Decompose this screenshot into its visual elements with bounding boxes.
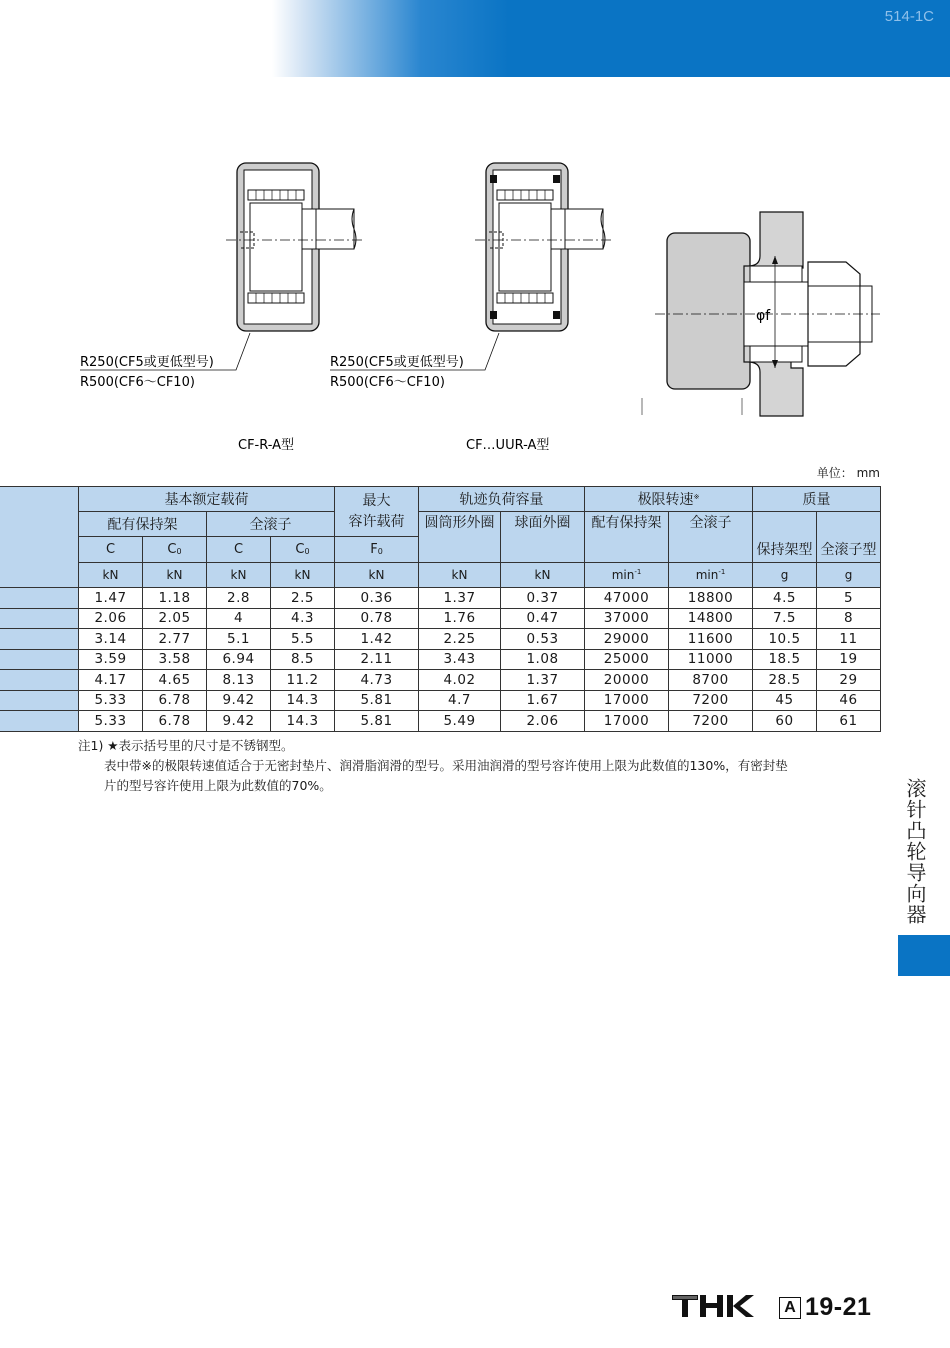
unit-label: 单位： mm bbox=[816, 466, 880, 480]
table-cell: 28.5 bbox=[753, 670, 817, 691]
phi-f-label: φf bbox=[756, 308, 771, 324]
basic-load-header: 基本额定载荷 bbox=[79, 487, 335, 512]
cylindrical-header: 圆筒形外圈 bbox=[419, 512, 501, 563]
table-cell: 8 bbox=[817, 608, 881, 629]
table-cell: 4.02 bbox=[419, 670, 501, 691]
table-cell: 11000 bbox=[669, 649, 753, 670]
table-cell: 37000 bbox=[585, 608, 669, 629]
model-cell bbox=[0, 608, 79, 629]
table-cell: 7200 bbox=[669, 690, 753, 711]
table-row bbox=[0, 629, 881, 650]
table-cell: 9.42 bbox=[207, 690, 271, 711]
table-cell: 4.17 bbox=[79, 670, 143, 691]
table-cell: 1.37 bbox=[501, 670, 585, 691]
table-cell: 4.5 bbox=[753, 588, 817, 609]
c0-1-base: C bbox=[167, 542, 177, 557]
model-cell bbox=[0, 649, 79, 670]
speed-with-cage-header: 配有保持架 bbox=[585, 512, 669, 563]
fig2-caption: CF…UUR-A型 bbox=[466, 438, 550, 453]
table-cell: 29000 bbox=[585, 629, 669, 650]
table-cell: 1.47 bbox=[79, 588, 143, 609]
fig2-callout-line1: R250(CF5或更低型号) bbox=[330, 355, 464, 370]
page-reference bbox=[779, 1293, 871, 1322]
table-cell: 2.8 bbox=[207, 588, 271, 609]
table-row bbox=[0, 670, 881, 691]
table-cell: 5.33 bbox=[79, 690, 143, 711]
c0-2-sub: 0 bbox=[304, 547, 310, 556]
table-cell: 1.67 bbox=[501, 690, 585, 711]
table-cell: 6.78 bbox=[143, 711, 207, 732]
max-allow-line1: 最大 bbox=[362, 492, 391, 509]
table-row bbox=[0, 608, 881, 629]
table-cell: 2.11 bbox=[335, 649, 419, 670]
table-cell: 0.53 bbox=[501, 629, 585, 650]
with-cage-header: 配有保持架 bbox=[79, 512, 207, 537]
table-cell: 5.5 bbox=[271, 629, 335, 650]
table-row bbox=[0, 690, 881, 711]
section-tab-marker bbox=[898, 935, 950, 976]
table-cell: 1.37 bbox=[419, 588, 501, 609]
table-cell: 2.05 bbox=[143, 608, 207, 629]
unit-c0-1: kN bbox=[143, 563, 207, 588]
table-cell: 3.14 bbox=[79, 629, 143, 650]
table-cell: 9.42 bbox=[207, 711, 271, 732]
limit-speed-mark: ※ bbox=[693, 493, 700, 501]
unit-sp2-base: min bbox=[695, 568, 719, 582]
cf-r-a-drawing bbox=[80, 163, 362, 370]
fig1-callout-line1: R250(CF5或更低型号) bbox=[80, 355, 214, 370]
table-cell: 61 bbox=[817, 711, 881, 732]
full-roller-header: 全滚子 bbox=[207, 512, 335, 537]
table-cell: 25000 bbox=[585, 649, 669, 670]
table-cell: 8.5 bbox=[271, 649, 335, 670]
note-1: 注1) ★表示括号里的尺寸是不锈钢型。 bbox=[78, 738, 294, 753]
table-row bbox=[0, 588, 881, 609]
technical-drawings bbox=[0, 0, 950, 470]
table-cell: 14.3 bbox=[271, 690, 335, 711]
table-row bbox=[0, 649, 881, 670]
f0-base: F bbox=[370, 542, 378, 557]
table-cell: 1.08 bbox=[501, 649, 585, 670]
table-cell: 0.47 bbox=[501, 608, 585, 629]
table-cell: 46 bbox=[817, 690, 881, 711]
page-code: 514-1C bbox=[884, 8, 934, 25]
table-cell: 18.5 bbox=[753, 649, 817, 670]
thk-logo bbox=[672, 1292, 756, 1320]
unit-sph: kN bbox=[501, 563, 585, 588]
unit-c1: kN bbox=[79, 563, 143, 588]
table-row bbox=[0, 711, 881, 732]
table-cell: 60 bbox=[753, 711, 817, 732]
table-cell: 4.73 bbox=[335, 670, 419, 691]
c0-2-base: C bbox=[295, 542, 305, 557]
table-cell: 3.59 bbox=[79, 649, 143, 670]
table-cell: 2.25 bbox=[419, 629, 501, 650]
table-cell: 7.5 bbox=[753, 608, 817, 629]
table-cell: 5.81 bbox=[335, 690, 419, 711]
c1-symbol: C bbox=[79, 537, 143, 563]
table-cell: 8700 bbox=[669, 670, 753, 691]
table-cell: 5.49 bbox=[419, 711, 501, 732]
note-3: 片的型号容许使用上限为此数值的70%。 bbox=[104, 778, 332, 793]
fig1-callout-line2: R500(CF6〜CF10) bbox=[80, 375, 195, 390]
table-cell: 2.77 bbox=[143, 629, 207, 650]
model-cell bbox=[0, 588, 79, 609]
table-cell: 17000 bbox=[585, 690, 669, 711]
table-cell: 5.33 bbox=[79, 711, 143, 732]
note-2: 表中带※的极限转速值适合于无密封垫片、润滑脂润滑的型号。采用油润滑的型号容许使用上限为此数值的130%，有密封垫 bbox=[104, 758, 788, 773]
table-cell: 14.3 bbox=[271, 711, 335, 732]
table-cell: 3.43 bbox=[419, 649, 501, 670]
table-cell: 2.06 bbox=[79, 608, 143, 629]
table-cell: 11600 bbox=[669, 629, 753, 650]
table-body bbox=[0, 588, 881, 732]
section-title-vertical: 滚针凸轮导向器 bbox=[903, 778, 927, 925]
table-cell: 5 bbox=[817, 588, 881, 609]
table-cell: 6.94 bbox=[207, 649, 271, 670]
unit-sp2-sup: -1 bbox=[718, 568, 726, 576]
table-cell: 4.3 bbox=[271, 608, 335, 629]
limit-speed-header bbox=[585, 487, 753, 512]
unit-c2: kN bbox=[207, 563, 271, 588]
table-cell: 4 bbox=[207, 608, 271, 629]
model-cell bbox=[0, 670, 79, 691]
unit-mass-cage: g bbox=[753, 563, 817, 588]
table-cell: 5.1 bbox=[207, 629, 271, 650]
unit-speed-cage bbox=[585, 563, 669, 588]
table-cell: 19 bbox=[817, 649, 881, 670]
table-cell: 4.65 bbox=[143, 670, 207, 691]
table-cell: 5.81 bbox=[335, 711, 419, 732]
model-cell bbox=[0, 711, 79, 732]
f0-symbol bbox=[335, 537, 419, 563]
c0-1-symbol bbox=[143, 537, 207, 563]
table-cell: 6.78 bbox=[143, 690, 207, 711]
c0-2-symbol bbox=[271, 537, 335, 563]
cf-uur-a-drawing bbox=[330, 163, 611, 370]
track-load-header: 轨迹负荷容量 bbox=[419, 487, 585, 512]
table-cell: 0.37 bbox=[501, 588, 585, 609]
table-cell: 29 bbox=[817, 670, 881, 691]
table-cell: 3.58 bbox=[143, 649, 207, 670]
f0-sub: 0 bbox=[377, 547, 383, 556]
table-cell: 2.06 bbox=[501, 711, 585, 732]
table-cell: 20000 bbox=[585, 670, 669, 691]
table-cell: 1.42 bbox=[335, 629, 419, 650]
table-cell: 8.13 bbox=[207, 670, 271, 691]
table-cell: 10.5 bbox=[753, 629, 817, 650]
table-cell: 11.2 bbox=[271, 670, 335, 691]
unit-speed-full bbox=[669, 563, 753, 588]
table-cell: 18800 bbox=[669, 588, 753, 609]
fig1-caption: CF-R-A型 bbox=[238, 438, 295, 453]
limit-speed-label: 极限转速 bbox=[637, 492, 694, 508]
c0-1-sub: 0 bbox=[176, 547, 182, 556]
spec-table bbox=[0, 486, 881, 732]
c2-symbol: C bbox=[207, 537, 271, 563]
appendix-mark: A bbox=[779, 1297, 801, 1319]
table-cell: 47000 bbox=[585, 588, 669, 609]
table-cell: 2.5 bbox=[271, 588, 335, 609]
model-cell bbox=[0, 629, 79, 650]
fig2-callout-line2: R500(CF6〜CF10) bbox=[330, 375, 445, 390]
unit-mass-full: g bbox=[817, 563, 881, 588]
unit-cyl: kN bbox=[419, 563, 501, 588]
table-cell: 1.76 bbox=[419, 608, 501, 629]
speed-full-roller-header: 全滚子 bbox=[669, 512, 753, 563]
model-header-cell bbox=[0, 487, 79, 588]
table-cell: 1.18 bbox=[143, 588, 207, 609]
table-cell: 11 bbox=[817, 629, 881, 650]
table-cell: 45 bbox=[753, 690, 817, 711]
model-cell bbox=[0, 690, 79, 711]
table-cell: 4.7 bbox=[419, 690, 501, 711]
table-cell: 0.78 bbox=[335, 608, 419, 629]
unit-sp1-sup: -1 bbox=[634, 568, 642, 576]
table-cell: 14800 bbox=[669, 608, 753, 629]
spherical-header: 球面外圈 bbox=[501, 512, 585, 563]
table-cell: 17000 bbox=[585, 711, 669, 732]
max-allow-line2: 容许载荷 bbox=[348, 513, 405, 530]
table-cell: 0.36 bbox=[335, 588, 419, 609]
max-allow-header bbox=[335, 487, 419, 537]
unit-f0: kN bbox=[335, 563, 419, 588]
page-number: 19-21 bbox=[805, 1293, 872, 1321]
table-cell: 7200 bbox=[669, 711, 753, 732]
unit-c0-2: kN bbox=[271, 563, 335, 588]
mass-header: 质量 bbox=[753, 487, 881, 512]
mass-full-header: 全滚子型 bbox=[817, 512, 881, 563]
mass-cage-header: 保持架型 bbox=[753, 512, 817, 563]
unit-sp1-base: min bbox=[611, 568, 635, 582]
notes bbox=[78, 736, 888, 796]
